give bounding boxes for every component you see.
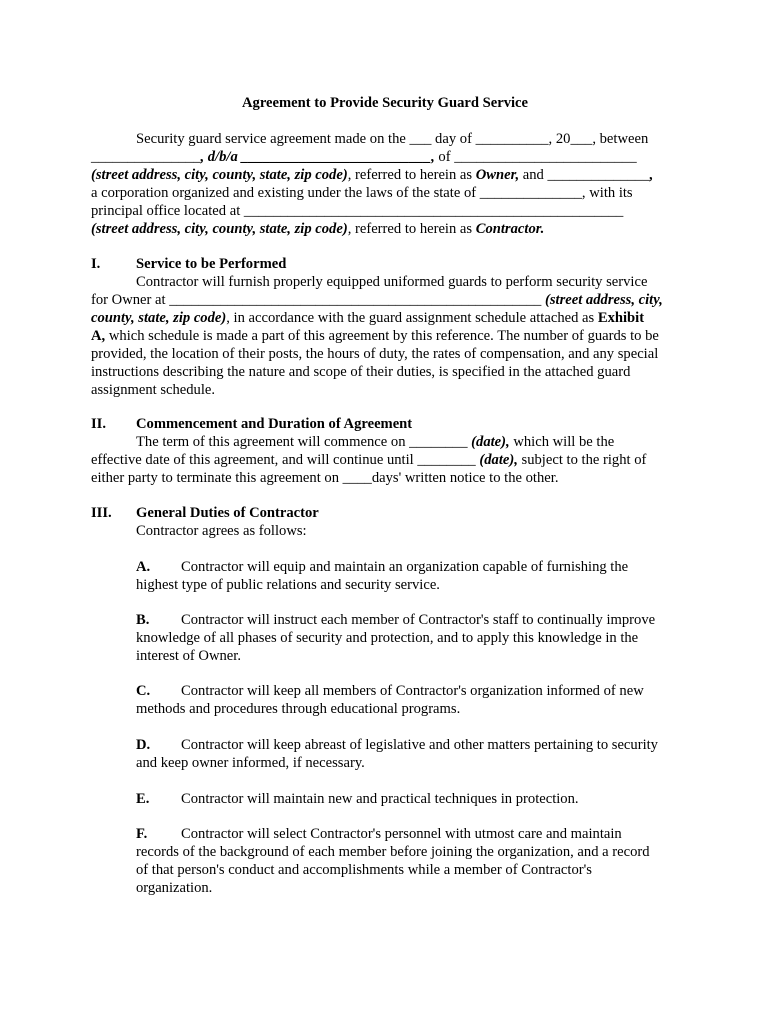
section-2-heading — [91, 415, 691, 433]
document-title: Agreement to Provide Security Guard Service — [242, 95, 528, 111]
item-letter: D. — [136, 737, 151, 753]
section-number: II. — [91, 416, 107, 432]
intro-line-5: principal office located at ____________________________________________________ — [91, 203, 624, 219]
section-1: I. Service to be Performed Contractor will furnish properly equipped uniformed guards to perform security service for Owner at ___________________________________________________ (street address, city, county, state, zip code), in accordance with the guard assignment schedule attached as Exhibit A, which schedule is made a part of this agreement by this reference. The number of guards to be provided, the location of their posts, the hours of duty, the rates of compensation, and any special instructions describing the nature and scope of their duties, is specified in the attached guard assignment schedule. — [91, 255, 691, 399]
intro-paragraph — [91, 130, 691, 238]
section-3 — [91, 504, 691, 540]
list-item: B. Contractor will instruct each member of Contractor's staff to continually improve knowledge of all phases of security and protection, and to apply this knowledge in the interest of Owner. — [136, 612, 656, 664]
section-2: II. Commencement and Duration of Agreement The term of this agreement will commence on ________ (date), which will be the effective date of this agreement, and will continue until ________ (date), subject to the right of either party to terminate this agreement on ____days' written notice to the other. — [91, 415, 691, 487]
list-item: C. Contractor will keep all members of Contractor's organization informed of new methods and procedures through educational programs. — [136, 683, 644, 717]
list-item: D. Contractor will keep abreast of legislative and other matters pertaining to security and keep owner informed, if necessary. — [136, 737, 658, 771]
item-letter: E. — [136, 791, 150, 807]
section-3-heading — [91, 504, 691, 522]
section-title: General Duties of Contractor — [136, 505, 319, 521]
intro-line-4: a corporation organized and existing under the laws of the state of ______________, with its — [91, 185, 633, 201]
item-letter: B. — [136, 612, 150, 628]
list-item: F. Contractor will select Contractor's personnel with utmost care and maintain records of the background of each member before joining the organization, and a record of that person's conduct and accomplishments while a member of Contractor's organization. — [136, 826, 650, 896]
item-letter: F. — [136, 826, 148, 842]
intro-line-1: Security guard service agreement made on the ___ day of __________, 20___, between — [136, 131, 649, 147]
item-letter: C. — [136, 683, 151, 699]
section-1-heading — [91, 255, 691, 273]
intro-line-3: (street address, city, county, state, zip code), referred to herein as Owner, and ______________, — [91, 167, 654, 183]
section-number: I. — [91, 256, 101, 272]
section-title: Service to be Performed — [136, 256, 287, 272]
section-number: III. — [91, 505, 112, 521]
section-3-lead: Contractor agrees as follows: — [136, 523, 307, 539]
list-item: A. Contractor will equip and maintain an organization capable of furnishing the highest type of public relations and security service. — [136, 559, 629, 593]
intro-line-6: (street address, city, county, state, zip code), referred to herein as Contractor. — [91, 221, 545, 237]
section-title: Commencement and Duration of Agreement — [136, 416, 413, 432]
item-letter: A. — [136, 559, 151, 575]
list-item: E. Contractor will maintain new and practical techniques in protection. — [136, 791, 579, 807]
intro-line-2: _______________, d/b/a __________________________, of _________________________ — [91, 149, 637, 165]
